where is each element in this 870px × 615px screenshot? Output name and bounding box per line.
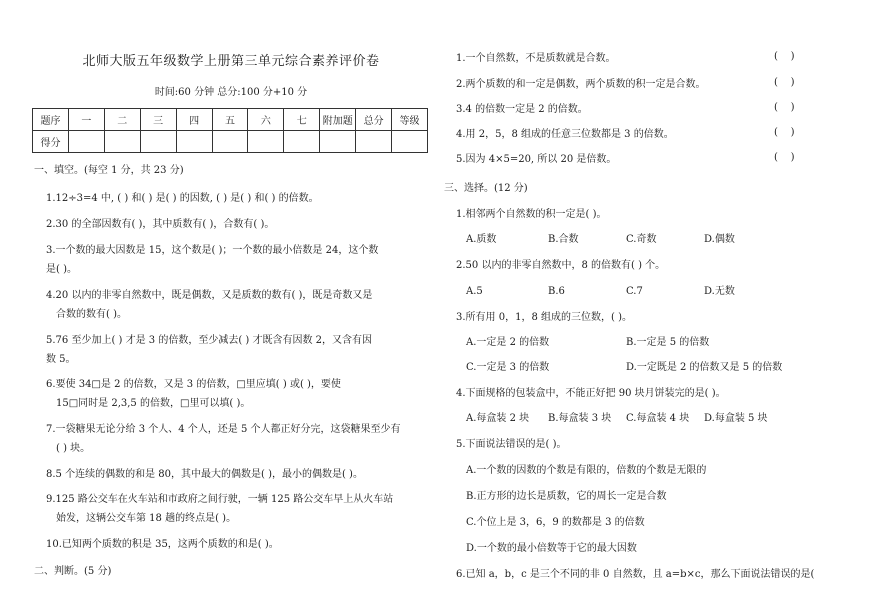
fill-question-line: ( ) 块。: [56, 443, 91, 454]
choice-option[interactable]: A.每盒装 2 块: [466, 413, 530, 424]
choice-option[interactable]: D.偶数: [704, 234, 735, 245]
choice-option[interactable]: D.每盒装 5 块: [704, 413, 768, 424]
choice-question: 6.已知 a，b，c 是三个不同的非 0 自然数，且 a=b×c，那么下面说法错误的是(: [456, 569, 815, 580]
score-header-cell: 四: [176, 109, 212, 131]
score-header-cell: 一: [68, 109, 104, 131]
choice-option[interactable]: C.奇数: [626, 234, 657, 245]
score-table: [32, 108, 428, 153]
judge-item: 1.一个自然数，不是质数就是合数。: [456, 53, 616, 64]
section-judge-heading: 二、判断。(5 分): [34, 566, 112, 577]
score-cell[interactable]: [176, 131, 212, 153]
fill-question-line: 合数的数有( )。: [56, 309, 127, 320]
section-choice-heading: 三、选择。(12 分): [444, 183, 528, 194]
exam-title: 北师大版五年级数学上册第三单元综合素养评价卷: [82, 54, 380, 69]
score-cell[interactable]: [68, 131, 104, 153]
score-header-cell: 附加题: [320, 109, 356, 131]
choice-option[interactable]: D.无数: [704, 286, 735, 297]
score-header-cell: 六: [248, 109, 284, 131]
score-header-cell: 题序: [33, 109, 69, 131]
score-header-cell: 五: [212, 109, 248, 131]
choice-option[interactable]: B.6: [548, 286, 565, 297]
choice-question: 3.所有用 0，1，8 组成的三位数，( )。: [456, 312, 632, 323]
choice-option[interactable]: B.正方形的边长是质数，它的周长一定是合数: [466, 491, 667, 502]
choice-option[interactable]: A.质数: [466, 234, 497, 245]
choice-option[interactable]: D.一个数的最小倍数等于它的最大因数: [466, 543, 637, 554]
judge-answer-paren[interactable]: ( ): [774, 51, 795, 62]
choice-option[interactable]: B.一定是 5 的倍数: [626, 337, 710, 348]
choice-option[interactable]: A.一个数的因数的个数是有限的，倍数的个数是无限的: [466, 465, 707, 476]
fill-question-line: 数 5。: [46, 354, 76, 365]
fill-question-line: 是( )。: [46, 264, 77, 275]
fill-question-line: 4.20 以内的非零自然数中，既是偶数，又是质数的数有( )，既是奇数又是: [46, 290, 373, 301]
fill-question-line: 8.5 个连续的偶数的和是 80，其中最大的偶数是( )，最小的偶数是( )。: [46, 469, 363, 480]
choice-option[interactable]: C.一定是 3 的倍数: [466, 362, 550, 373]
fill-question-line: 3.一个数的最大因数是 15，这个数是( )；一个数的最小倍数是 24，这个数: [46, 245, 379, 256]
choice-option[interactable]: C.个位上是 3，6，9 的数都是 3 的倍数: [466, 517, 645, 528]
fill-question-line: 15□同时是 2,3,5 的倍数，□里可以填( )。: [56, 398, 251, 409]
score-header-cell: 等级: [392, 109, 428, 131]
choice-option[interactable]: B.合数: [548, 234, 579, 245]
score-cell[interactable]: [140, 131, 176, 153]
score-table-score-row: [33, 131, 428, 153]
score-header-cell: 总分: [356, 109, 392, 131]
judge-item: 3.4 的倍数一定是 2 的倍数。: [456, 104, 588, 115]
score-cell[interactable]: [284, 131, 320, 153]
fill-question-line: 5.76 至少加上( ) 才是 3 的倍数，至少减去( ) 才既含有因数 2，又含有因: [46, 335, 373, 346]
judge-item: 2.两个质数的和一定是偶数，两个质数的积一定是合数。: [456, 79, 706, 90]
choice-option[interactable]: C.7: [626, 286, 643, 297]
score-header-cell: 七: [284, 109, 320, 131]
fill-question-line: 1.12÷3=4 中, ( ) 和( ) 是( ) 的因数, ( ) 是( ) 和( ) 的倍数。: [46, 193, 319, 204]
judge-item: 5.因为 4×5=20, 所以 20 是倍数。: [456, 154, 617, 165]
score-header-cell: 三: [140, 109, 176, 131]
score-cell[interactable]: [392, 131, 428, 153]
fill-question-line: 6.要使 34□是 2 的倍数，又是 3 的倍数，□里应填( ) 或( )，要使: [46, 379, 341, 390]
judge-answer-paren[interactable]: ( ): [774, 102, 795, 113]
score-cell[interactable]: [212, 131, 248, 153]
score-cell[interactable]: [248, 131, 284, 153]
choice-option[interactable]: C.每盒装 4 块: [626, 413, 690, 424]
exam-subtitle: 时间:60 分钟 总分:100 分+10 分: [154, 87, 308, 98]
judge-answer-paren[interactable]: ( ): [774, 127, 795, 138]
fill-question-line: 2.30 的全部因数有( )，其中质数有( )，合数有( )。: [46, 219, 275, 230]
judge-answer-paren[interactable]: ( ): [774, 152, 795, 163]
choice-option[interactable]: A.5: [466, 286, 483, 297]
fill-question-line: 9.125 路公交车在火车站和市政府之间行驶，一辆 125 路公交车早上从火车站: [46, 494, 394, 505]
score-row-label: 得分: [33, 131, 69, 153]
left-column: [32, 48, 430, 153]
section-fill-heading: 一、填空。(每空 1 分，共 23 分): [34, 165, 184, 176]
score-cell[interactable]: [356, 131, 392, 153]
choice-question: 4.下面规格的包装盒中，不能正好把 90 块月饼装完的是( )。: [456, 388, 726, 399]
choice-option[interactable]: B.每盒装 3 块: [548, 413, 612, 424]
choice-question: 1.相邻两个自然数的积一定是( )。: [456, 209, 607, 220]
score-cell[interactable]: [104, 131, 140, 153]
score-table-header-row: [33, 109, 428, 131]
choice-option[interactable]: A.一定是 2 的倍数: [466, 337, 550, 348]
choice-question: 5.下面说法错误的是( )。: [456, 439, 567, 450]
choice-option[interactable]: D.一定既是 2 的倍数又是 5 的倍数: [626, 362, 783, 373]
score-cell[interactable]: [320, 131, 356, 153]
fill-question-line: 始发，这辆公交车第 18 趟的终点是( )。: [56, 513, 237, 524]
choice-question: 2.50 以内的非零自然数中，8 的倍数有( ) 个。: [456, 260, 666, 271]
score-header-cell: 二: [104, 109, 140, 131]
fill-question-line: 10.已知两个质数的积是 35，这两个质数的和是( )。: [46, 539, 279, 550]
fill-question-line: 7.一袋糖果无论分给 3 个人、4 个人，还是 5 个人都正好分完，这袋糖果至少有: [46, 424, 401, 435]
judge-item: 4.用 2，5，8 组成的任意三位数都是 3 的倍数。: [456, 129, 674, 140]
judge-answer-paren[interactable]: ( ): [774, 77, 795, 88]
